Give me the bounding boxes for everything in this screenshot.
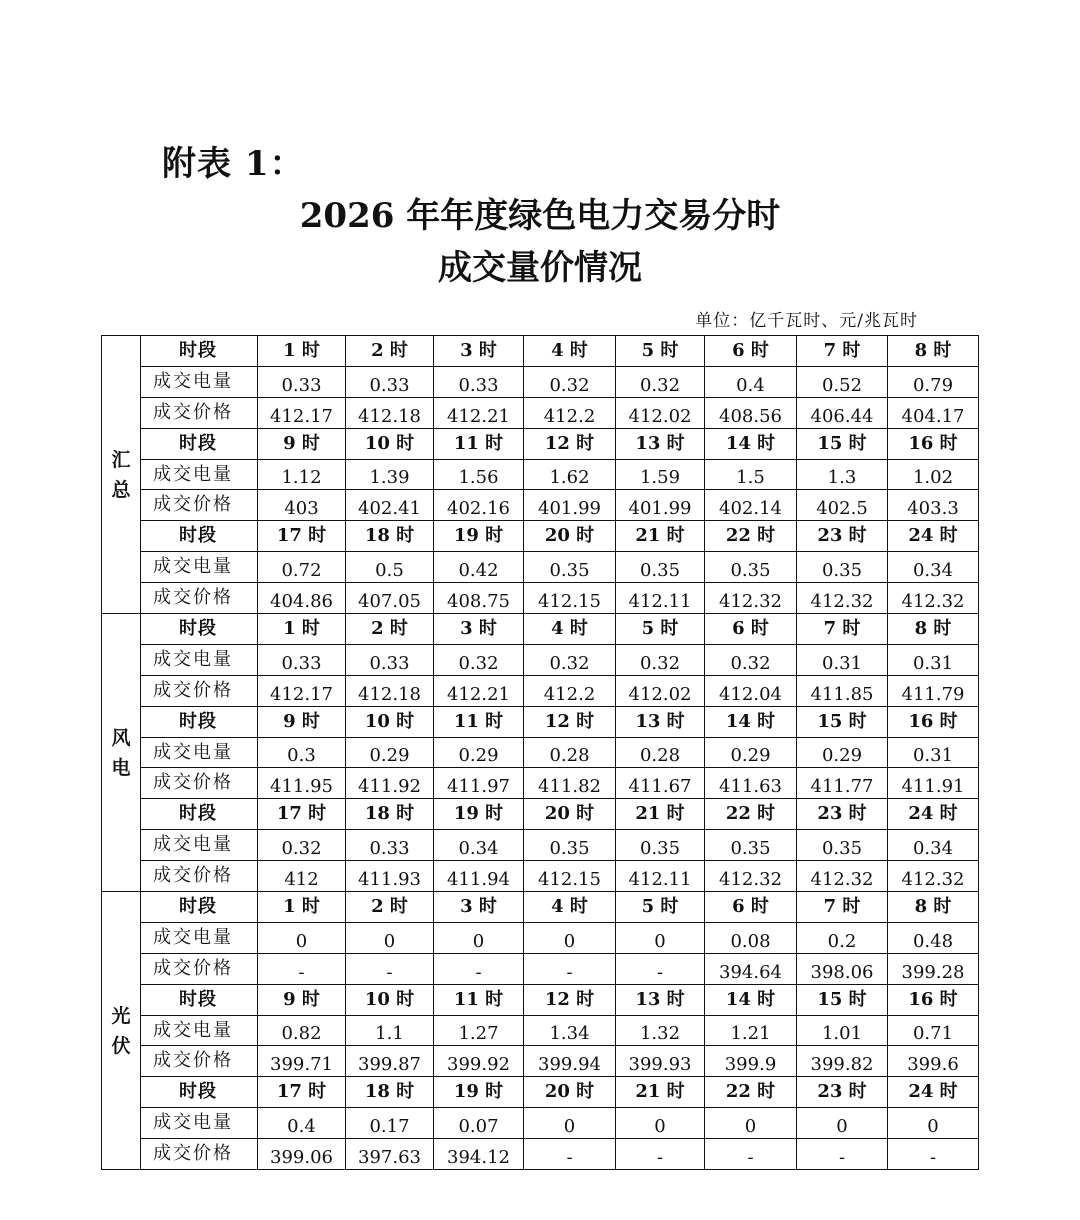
hour-cell: 9 时: [258, 984, 346, 1015]
price-cell: 402.41: [346, 490, 434, 521]
price-cell: 399.94: [524, 1046, 616, 1077]
hour-cell: 1 时: [258, 614, 346, 645]
hour-cell: 20 时: [524, 521, 616, 552]
hour-cell: 5 时: [616, 336, 705, 367]
hour-cell: 8 时: [888, 614, 979, 645]
category-char: 风: [111, 726, 131, 749]
price-cell: 412: [258, 861, 346, 892]
volume-cell: 0.31: [888, 737, 979, 768]
price-row: [102, 583, 979, 614]
period-label: 时段: [141, 521, 258, 552]
hour-row: [102, 984, 979, 1015]
volume-cell: 0.33: [346, 644, 434, 675]
volume-cell: 0.33: [258, 644, 346, 675]
price-label: 成交价格: [141, 583, 258, 614]
volume-cell: 0.08: [705, 922, 797, 953]
period-label: 时段: [141, 1077, 258, 1108]
volume-cell: 1.1: [346, 1015, 434, 1046]
hour-cell: 1 时: [258, 336, 346, 367]
volume-row: [102, 644, 979, 675]
hour-cell: 19 时: [434, 1077, 524, 1108]
price-cell: 412.11: [616, 583, 705, 614]
volume-label: 成交电量: [141, 737, 258, 768]
volume-label: 成交电量: [141, 830, 258, 861]
price-cell: -: [888, 1139, 979, 1170]
price-cell: 411.82: [524, 768, 616, 799]
appendix-label: 附表 1：: [162, 144, 305, 184]
volume-cell: 0: [616, 1108, 705, 1139]
volume-cell: 0.29: [346, 737, 434, 768]
price-label: 成交价格: [141, 675, 258, 706]
price-cell: 399.87: [346, 1046, 434, 1077]
volume-cell: 0: [434, 922, 524, 953]
category-char: 总: [111, 478, 131, 501]
volume-cell: 0: [616, 922, 705, 953]
hour-cell: 11 时: [434, 984, 524, 1015]
price-cell: 399.82: [797, 1046, 888, 1077]
hour-cell: 14 时: [705, 428, 797, 459]
price-cell: 411.67: [616, 768, 705, 799]
volume-cell: 0.35: [705, 830, 797, 861]
hour-cell: 16 时: [888, 706, 979, 737]
unit-note: 单位：亿千瓦时、元/兆瓦时: [695, 311, 918, 331]
price-cell: 412.21: [434, 675, 524, 706]
price-cell: 411.95: [258, 768, 346, 799]
category-cell: [102, 336, 141, 614]
price-row: [102, 675, 979, 706]
price-cell: 411.93: [346, 861, 434, 892]
price-cell: 406.44: [797, 397, 888, 428]
hour-cell: 2 时: [346, 892, 434, 923]
price-cell: 412.17: [258, 397, 346, 428]
hour-cell: 9 时: [258, 706, 346, 737]
volume-cell: 0.79: [888, 366, 979, 397]
price-row: [102, 490, 979, 521]
hour-row: [102, 799, 979, 830]
price-cell: 398.06: [797, 953, 888, 984]
volume-cell: 0.72: [258, 552, 346, 583]
hour-cell: 7 时: [797, 892, 888, 923]
price-cell: 397.63: [346, 1139, 434, 1170]
volume-cell: 0.31: [797, 644, 888, 675]
category-char: 光: [111, 1004, 131, 1027]
volume-cell: 0.35: [616, 830, 705, 861]
hour-cell: 10 时: [346, 984, 434, 1015]
price-cell: 411.85: [797, 675, 888, 706]
hour-row: [102, 428, 979, 459]
period-label: 时段: [141, 706, 258, 737]
price-cell: 411.94: [434, 861, 524, 892]
volume-cell: 0: [524, 922, 616, 953]
hour-cell: 4 时: [524, 892, 616, 923]
volume-cell: 1.02: [888, 459, 979, 490]
volume-cell: 0.32: [434, 644, 524, 675]
hour-row: [102, 614, 979, 645]
volume-cell: 1.5: [705, 459, 797, 490]
price-row: [102, 397, 979, 428]
price-cell: 412.02: [616, 397, 705, 428]
hour-cell: 19 时: [434, 521, 524, 552]
volume-cell: 0.48: [888, 922, 979, 953]
hour-row: [102, 521, 979, 552]
price-cell: 411.79: [888, 675, 979, 706]
volume-label: 成交电量: [141, 552, 258, 583]
price-cell: -: [346, 953, 434, 984]
hour-cell: 14 时: [705, 984, 797, 1015]
hour-row: [102, 336, 979, 367]
price-cell: 402.14: [705, 490, 797, 521]
volume-cell: 0.17: [346, 1108, 434, 1139]
price-cell: 399.92: [434, 1046, 524, 1077]
volume-cell: 0.4: [258, 1108, 346, 1139]
price-cell: 399.93: [616, 1046, 705, 1077]
price-cell: 411.63: [705, 768, 797, 799]
hour-cell: 7 时: [797, 614, 888, 645]
volume-cell: 0.28: [524, 737, 616, 768]
hour-cell: 8 时: [888, 336, 979, 367]
volume-cell: 0.32: [705, 644, 797, 675]
volume-cell: 0.29: [434, 737, 524, 768]
volume-cell: 0.34: [888, 552, 979, 583]
hour-cell: 23 时: [797, 1077, 888, 1108]
price-cell: -: [434, 953, 524, 984]
volume-row: [102, 1015, 979, 1046]
volume-cell: 0.33: [346, 366, 434, 397]
price-cell: 412.17: [258, 675, 346, 706]
period-label: 时段: [141, 984, 258, 1015]
volume-row: [102, 737, 979, 768]
volume-label: 成交电量: [141, 1015, 258, 1046]
price-cell: -: [705, 1139, 797, 1170]
price-label: 成交价格: [141, 953, 258, 984]
price-cell: -: [616, 953, 705, 984]
volume-cell: 0.33: [434, 366, 524, 397]
volume-cell: 0: [705, 1108, 797, 1139]
hour-cell: 21 时: [616, 1077, 705, 1108]
hour-cell: 6 时: [705, 336, 797, 367]
volume-label: 成交电量: [141, 922, 258, 953]
volume-cell: 0.32: [616, 644, 705, 675]
hour-cell: 2 时: [346, 336, 434, 367]
price-label: 成交价格: [141, 397, 258, 428]
price-cell: 412.21: [434, 397, 524, 428]
volume-cell: 1.01: [797, 1015, 888, 1046]
hour-cell: 7 时: [797, 336, 888, 367]
hour-cell: 2 时: [346, 614, 434, 645]
volume-row: [102, 552, 979, 583]
hour-cell: 11 时: [434, 706, 524, 737]
volume-cell: 0: [258, 922, 346, 953]
volume-cell: 0.2: [797, 922, 888, 953]
period-label: 时段: [141, 428, 258, 459]
volume-row: [102, 366, 979, 397]
volume-cell: 0.33: [258, 366, 346, 397]
document-title-line-2: 成交量价情况: [438, 248, 642, 288]
volume-cell: 0.31: [888, 644, 979, 675]
hour-cell: 10 时: [346, 706, 434, 737]
price-cell: 412.04: [705, 675, 797, 706]
volume-cell: 0.32: [524, 366, 616, 397]
period-label: 时段: [141, 892, 258, 923]
volume-cell: 0.34: [888, 830, 979, 861]
hour-cell: 21 时: [616, 799, 705, 830]
price-cell: -: [524, 953, 616, 984]
hour-cell: 23 时: [797, 799, 888, 830]
hour-cell: 4 时: [524, 336, 616, 367]
price-cell: 399.71: [258, 1046, 346, 1077]
hour-cell: 21 时: [616, 521, 705, 552]
volume-cell: 1.32: [616, 1015, 705, 1046]
volume-cell: 1.34: [524, 1015, 616, 1046]
volume-row: [102, 830, 979, 861]
price-cell: 407.05: [346, 583, 434, 614]
hour-cell: 4 时: [524, 614, 616, 645]
volume-label: 成交电量: [141, 644, 258, 675]
volume-cell: 0.42: [434, 552, 524, 583]
price-label: 成交价格: [141, 768, 258, 799]
volume-cell: 1.27: [434, 1015, 524, 1046]
price-label: 成交价格: [141, 490, 258, 521]
hour-cell: 12 时: [524, 706, 616, 737]
category-char: 电: [111, 756, 131, 779]
hour-cell: 17 时: [258, 521, 346, 552]
price-label: 成交价格: [141, 1139, 258, 1170]
hour-cell: 3 时: [434, 614, 524, 645]
hour-cell: 9 时: [258, 428, 346, 459]
volume-cell: 0: [524, 1108, 616, 1139]
price-cell: 412.2: [524, 675, 616, 706]
price-cell: 403.3: [888, 490, 979, 521]
price-cell: 401.99: [616, 490, 705, 521]
hour-cell: 12 时: [524, 984, 616, 1015]
volume-cell: 0.28: [616, 737, 705, 768]
hour-cell: 20 时: [524, 799, 616, 830]
hour-cell: 15 时: [797, 428, 888, 459]
price-cell: -: [524, 1139, 616, 1170]
price-label: 成交价格: [141, 861, 258, 892]
hour-cell: 8 时: [888, 892, 979, 923]
hour-cell: 6 时: [705, 892, 797, 923]
price-cell: 403: [258, 490, 346, 521]
volume-cell: 1.21: [705, 1015, 797, 1046]
price-cell: 411.92: [346, 768, 434, 799]
hour-cell: 11 时: [434, 428, 524, 459]
volume-cell: 0: [797, 1108, 888, 1139]
hour-cell: 14 时: [705, 706, 797, 737]
hour-cell: 22 时: [705, 1077, 797, 1108]
hour-cell: 3 时: [434, 892, 524, 923]
hour-cell: 16 时: [888, 428, 979, 459]
hour-cell: 5 时: [616, 614, 705, 645]
category-cell: [102, 892, 141, 1170]
volume-cell: 1.3: [797, 459, 888, 490]
volume-cell: 0: [888, 1108, 979, 1139]
price-cell: 412.32: [797, 861, 888, 892]
hour-cell: 18 时: [346, 521, 434, 552]
hour-cell: 20 时: [524, 1077, 616, 1108]
price-cell: 394.12: [434, 1139, 524, 1170]
price-cell: -: [258, 953, 346, 984]
hour-cell: 18 时: [346, 799, 434, 830]
hour-cell: 24 时: [888, 1077, 979, 1108]
volume-row: [102, 459, 979, 490]
volume-cell: 0.32: [258, 830, 346, 861]
hour-cell: 13 时: [616, 706, 705, 737]
price-cell: 394.64: [705, 953, 797, 984]
volume-label: 成交电量: [141, 366, 258, 397]
price-cell: 402.16: [434, 490, 524, 521]
category-char: 汇: [111, 448, 131, 471]
volume-cell: 0.4: [705, 366, 797, 397]
price-label: 成交价格: [141, 1046, 258, 1077]
hour-cell: 23 时: [797, 521, 888, 552]
price-cell: 412.32: [888, 583, 979, 614]
hour-cell: 3 时: [434, 336, 524, 367]
volume-cell: 0.32: [616, 366, 705, 397]
volume-cell: 0.3: [258, 737, 346, 768]
volume-cell: 0.35: [705, 552, 797, 583]
price-cell: 408.56: [705, 397, 797, 428]
hour-cell: 10 时: [346, 428, 434, 459]
hour-cell: 22 时: [705, 521, 797, 552]
document-title-line-1: 2026 年年度绿色电力交易分时: [299, 196, 781, 236]
volume-cell: 0.35: [524, 830, 616, 861]
hour-row: [102, 892, 979, 923]
price-cell: 412.32: [888, 861, 979, 892]
price-cell: 399.28: [888, 953, 979, 984]
price-cell: 399.06: [258, 1139, 346, 1170]
volume-cell: 1.59: [616, 459, 705, 490]
price-cell: 401.99: [524, 490, 616, 521]
price-cell: 399.6: [888, 1046, 979, 1077]
price-row: [102, 768, 979, 799]
period-label: 时段: [141, 614, 258, 645]
volume-cell: 0.33: [346, 830, 434, 861]
price-cell: 412.32: [705, 583, 797, 614]
price-row: [102, 1139, 979, 1170]
price-cell: 412.18: [346, 397, 434, 428]
volume-cell: 0.07: [434, 1108, 524, 1139]
volume-cell: 0: [346, 922, 434, 953]
volume-label: 成交电量: [141, 1108, 258, 1139]
volume-label: 成交电量: [141, 459, 258, 490]
volume-cell: 0.82: [258, 1015, 346, 1046]
volume-cell: 0.35: [797, 552, 888, 583]
hour-cell: 16 时: [888, 984, 979, 1015]
price-cell: 412.15: [524, 583, 616, 614]
volume-cell: 0.34: [434, 830, 524, 861]
category-char: 伏: [111, 1034, 131, 1057]
hour-cell: 12 时: [524, 428, 616, 459]
volume-cell: 1.39: [346, 459, 434, 490]
price-cell: 412.32: [705, 861, 797, 892]
volume-cell: 1.62: [524, 459, 616, 490]
hour-cell: 1 时: [258, 892, 346, 923]
volume-cell: 0.35: [797, 830, 888, 861]
price-cell: 411.77: [797, 768, 888, 799]
price-row: [102, 861, 979, 892]
hour-cell: 15 时: [797, 984, 888, 1015]
volume-cell: 1.56: [434, 459, 524, 490]
volume-cell: 0.32: [524, 644, 616, 675]
hour-cell: 18 时: [346, 1077, 434, 1108]
price-cell: 411.97: [434, 768, 524, 799]
price-row: [102, 1046, 979, 1077]
hour-cell: 17 时: [258, 799, 346, 830]
price-cell: -: [797, 1139, 888, 1170]
price-cell: 412.32: [797, 583, 888, 614]
hour-cell: 19 时: [434, 799, 524, 830]
volume-cell: 0.52: [797, 366, 888, 397]
hour-cell: 6 时: [705, 614, 797, 645]
hour-cell: 24 时: [888, 799, 979, 830]
hour-cell: 17 时: [258, 1077, 346, 1108]
category-cell: [102, 614, 141, 892]
price-cell: 408.75: [434, 583, 524, 614]
price-cell: 411.91: [888, 768, 979, 799]
volume-cell: 1.12: [258, 459, 346, 490]
hour-cell: 13 时: [616, 984, 705, 1015]
price-cell: 412.18: [346, 675, 434, 706]
hour-cell: 22 时: [705, 799, 797, 830]
volume-cell: 0.29: [705, 737, 797, 768]
price-row: [102, 953, 979, 984]
price-cell: 399.9: [705, 1046, 797, 1077]
hour-cell: 15 时: [797, 706, 888, 737]
price-cell: 402.5: [797, 490, 888, 521]
volume-cell: 0.5: [346, 552, 434, 583]
period-label: 时段: [141, 336, 258, 367]
price-cell: 412.11: [616, 861, 705, 892]
hour-cell: 13 时: [616, 428, 705, 459]
price-cell: 412.2: [524, 397, 616, 428]
price-cell: -: [616, 1139, 705, 1170]
volume-cell: 0.71: [888, 1015, 979, 1046]
trading-table: [101, 335, 979, 1170]
volume-cell: 0.35: [616, 552, 705, 583]
hour-cell: 5 时: [616, 892, 705, 923]
hour-row: [102, 706, 979, 737]
price-cell: 412.02: [616, 675, 705, 706]
price-cell: 404.17: [888, 397, 979, 428]
price-cell: 412.15: [524, 861, 616, 892]
volume-row: [102, 1108, 979, 1139]
hour-row: [102, 1077, 979, 1108]
price-cell: 404.86: [258, 583, 346, 614]
period-label: 时段: [141, 799, 258, 830]
hour-cell: 24 时: [888, 521, 979, 552]
volume-row: [102, 922, 979, 953]
volume-cell: 0.29: [797, 737, 888, 768]
volume-cell: 0.35: [524, 552, 616, 583]
